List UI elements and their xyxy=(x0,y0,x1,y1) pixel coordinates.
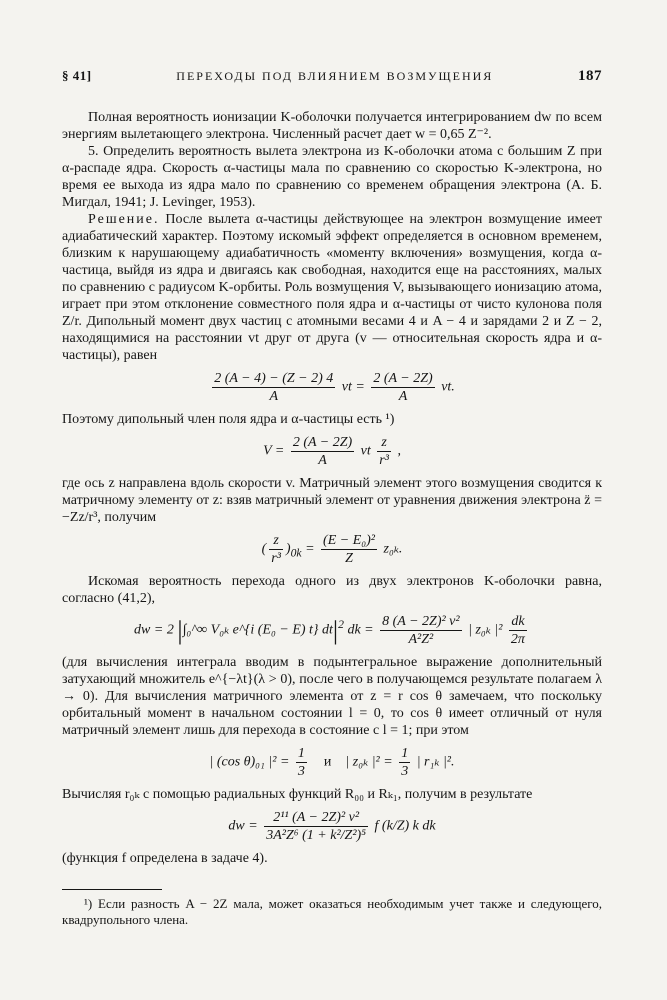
solution-text: После вылета α-частицы действующее на электрон возмущение имеет адиабатический характер. Поэтому искомый эффект определяется в основном временем, близким к нарушающему адиабатичность «моменту включения» возмущения, когда α-частица, выйдя из ядра и двигаясь как свободная, находится еще на расстояниях, малых по сравнению с радиусом K-орбиты. Роль возмущения V, вызывающего ионизацию атома, играет при этом отклонение совместного поля ядра и α-частицы от чисто кулонова поля Z/r. Дипольный момент двух частиц с атомными весами 4 и A − 4 и зарядами 2 и Z − 2, находящимися на расстоянии vt друг от друга (v — относительная скорость ядра и α-частицы), равен xyxy=(62,212,602,363)
running-header xyxy=(62,68,602,85)
formula-perturbation: V = $\frac{2 (A - 2Z)}{A}$ vt $\frac{z}{\text{r³}}$ , xyxy=(263,435,401,468)
fraction: $\frac{1}{3}$ xyxy=(401,746,409,779)
fraction: $\frac{2 (A - 2Z)}{A}$ xyxy=(373,371,433,404)
formula-dipole-moment: $\frac{2 (A - 4) - (Z - 2) 4}{A}$ vt = $\frac{2 (A - 2Z)}{A}$ vt. xyxy=(214,371,455,404)
solution-label: Решение. xyxy=(88,212,160,227)
solution-paragraph xyxy=(62,211,602,364)
paragraph: (для вычисления интеграла вводим в подынтегральное выражение дополнительный затухающий множитель e^{−λt}(λ > 0), после чего в получающемся результате полагаем λ → 0). Для вычисления матричного элемента от z = r cos θ замечаем, что поскольку орбитальный момент в начальном состоянии l = 0, то cos θ имеет отличный от нуля матричный элемент лишь для перехода в состояние с l = 1; при этом xyxy=(62,655,602,738)
fraction: $\frac{2 (A - 2Z)}{A}$ xyxy=(292,435,353,468)
fraction: $\frac{\text{(E − E₀)²}}{Z}$ xyxy=(323,533,375,566)
formula-matrix-element: ( $\frac{z}{\text{r³}}$ )$_{0k}$ = $\frac{\text{(E − E₀)²}}{Z}$ z₀ₖ. xyxy=(261,533,403,566)
paragraph: где ось z направлена вдоль скорости v. Матричный элемент этого возмущения сводится к матричному элементу от z: взяв матричный элемент от уравнения движения электрона z̈ = −Zz/r³, получим xyxy=(62,476,602,525)
paragraph: Вычисляя r₀ₖ с помощью радиальных функций R₀₀ и Rₖ₁, получим в результате xyxy=(62,787,533,802)
fraction: $\frac{\text{2¹¹ (A − 2Z)² v²}}{\text{3A²Z⁶ (1 + k²/Z²)⁵}}$ xyxy=(266,810,367,843)
fraction: $\frac{\text{8 (A − 2Z)² v²}}{\text{A²Z²}}$ xyxy=(382,614,460,647)
paragraph: Поэтому дипольный член поля ядра и α-частицы есть ¹) xyxy=(62,412,395,427)
fraction: $\frac{dk}{2\pi}$ xyxy=(510,614,525,647)
problem-statement: 5. Определить вероятность вылета электрона из K-оболочки атома с большим Z при α-распаде ядра. Скорость α-частицы мала по сравнению со скоростью K-электрона, но время ее выхода из ядра мало по сравнению со временем обращения электрона (А. Б. Мигдал, 1941; J. Levinger, 1953). xyxy=(62,144,602,210)
page xyxy=(62,68,602,928)
section-number: § 41] xyxy=(62,68,92,83)
fraction: $\frac{z}{\text{r³}}$ xyxy=(271,533,281,566)
paragraph: (функция f определена в задаче 4). xyxy=(62,851,268,866)
chapter-title: ПЕРЕХОДЫ ПОД ВЛИЯНИЕМ ВОЗМУЩЕНИЯ xyxy=(176,69,494,83)
paragraph: Полная вероятность ионизации K-оболочки получается интегрированием dw по всем энергиям вылетающего электрона. Численный расчет дает w = 0,65 Z⁻². xyxy=(62,110,602,142)
page-number: 187 xyxy=(577,68,602,84)
paragraph: Искомая вероятность перехода одного из двух электронов K-оболочки равна, согласно (41,2), xyxy=(62,574,602,606)
formula-transition-probability: dw = 2 |∫₀^∞ V₀ₖ e^{i (E₀ − E) t} $dt|^2$ dk = $\frac{\text{8 (A − 2Z)² v²}}{\text{A²Z²}}$ | z₀ₖ |² $\frac{dk}{2\pi}$ xyxy=(134,614,525,647)
footnote: ¹) Если разность A − 2Z мала, может оказаться необходимым учет также и следующего, квадрупольного члена. xyxy=(62,896,602,927)
footnote-divider xyxy=(62,889,162,890)
fraction: $\frac{1}{3}$ xyxy=(297,746,305,779)
fraction: $\frac{z}{\text{r³}}$ xyxy=(379,435,389,468)
fraction: $\frac{2 (A - 4) - (Z - 2) 4}{A}$ xyxy=(214,371,334,404)
formula-cos-matrix: | (cos θ)₀₁ |² = $\frac{1}{3}$ и | z₀ₖ |² = $\frac{1}{3}$ | r₁ₖ |². xyxy=(209,746,455,779)
formula-final-result: dw = $\frac{\text{2¹¹ (A − 2Z)² v²}}{\text{3A²Z⁶ (1 + k²/Z²)⁵}}$ f (k/Z) k dk xyxy=(228,810,436,843)
